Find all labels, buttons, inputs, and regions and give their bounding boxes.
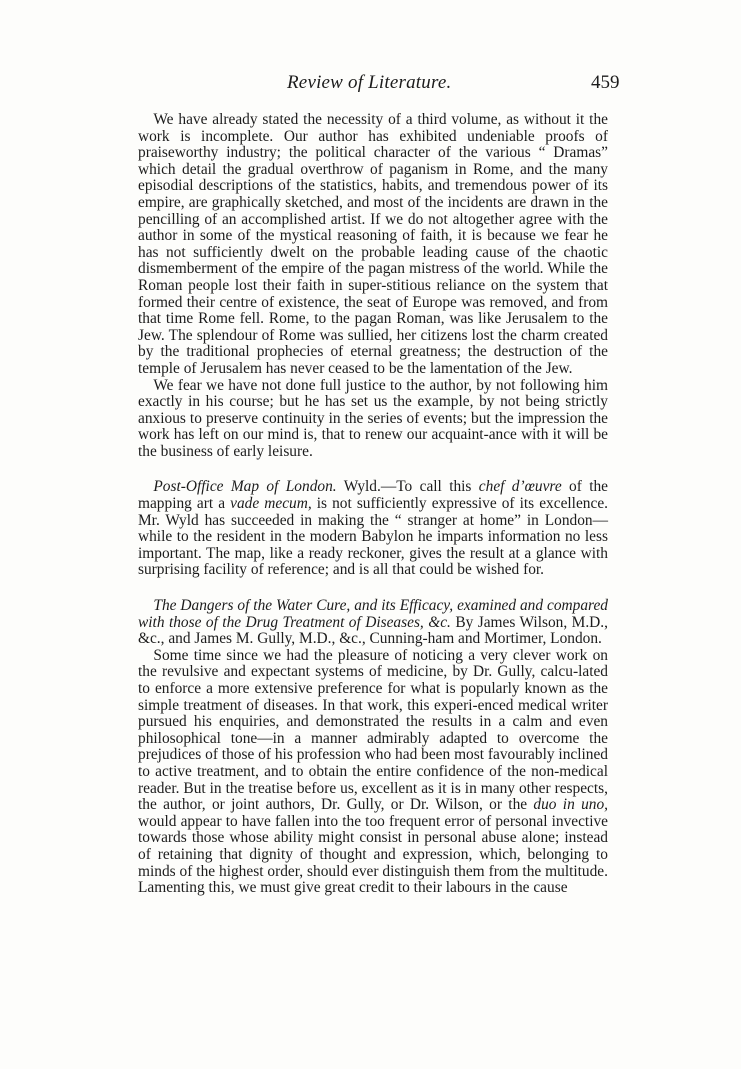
review-entry-map <box>138 479 608 579</box>
entry-text: of the mapping art a <box>138 478 609 513</box>
review-paragraph: We fear we have not done full justice to the author, by not following him exactly in his course; but he has set us the example, by not being strictly anxious to preserve continuity in the series of events; but the impression the work has left on our mind is, that to renew our acquaint-ance with it will be the business of early leisure. <box>138 376 608 460</box>
paragraph-text: would appear to have fallen into the too frequent error of personal invective towards those whose ability might consist in personal abuse alone; instead of retaining that dignity of thought and expression, which, belonging to minds of the highest order, should ever distinguish them from the multitude. Lamenting this, we must give great credit to their labours in the cause <box>138 812 608 897</box>
section-spacer <box>138 460 608 479</box>
entry-title: Post-Office Map of London. <box>153 478 337 496</box>
entry-italic: chef d’œuvre <box>478 478 562 496</box>
review-paragraph: We have already stated the necessity of a third volume, as without it the work is incomplete. Our author has exhibited undeniable proofs of praiseworthy industry; the political character of the various “ Dramas” which detail the gradual overthrow of paganism in Rome, and the many episodial descriptions of the statistics, habits, and tremendous power of its empire, are graphically sketched, and most of the incidents are drawn in the pencilling of an accomplished artist. If we do not altogether agree with the author in some of the mystical reasoning of faith, it is because we fear he has not sufficiently dwelt on the probable leading cause of the chaotic dismemberment of the empire of the pagan mistress of the world. While the Roman people lost their faith in super-stitious reliance on the system that formed their centre of existence, the seat of Europe was removed, and from that time Rome fell. Rome, to the pagan Roman, was like Jerusalem to the Jew. The splendour of Rome was sullied, her citizens lost the charm created by the traditional prophecies of eternal greatness; the destruction of the temple of Jerusalem has never ceased to be the lamentation of the Jew. <box>138 111 608 377</box>
section-spacer <box>138 579 608 598</box>
entry-italic: duo in uno, <box>533 796 608 814</box>
entry-text: Wyld.—To call this <box>336 478 479 496</box>
review-paragraph <box>138 648 608 897</box>
page-header <box>0 72 741 102</box>
entry-citation: By James Wilson, M.D., &c., and James M. Gully, M.D., &c., Cunning-ham and Mortimer, London. <box>138 613 608 648</box>
entry-text: is not sufficiently expressive of its excellence. Mr. Wyld has succeeded in making the “ stranger at home” in London—while to the resident in the modern Babylon he imparts information no less important. The map, like a ready reckoner, gives the result at a glance with surprising facility of reference; and is all that could be wished for. <box>138 495 608 579</box>
page-body <box>138 112 608 897</box>
paragraph-text: Some time since we had the pleasure of noticing a very clever work on the revulsive and expectant systems of medicine, by Dr. Gully, calcu-lated to enforce a more extensive preference for what is popularly known as the simple treatment of diseases. In that work, this experi-enced medical writer pursued his enquiries, and demonstrated the results in a calm and even philosophical tone—in a manner admirably adapted to overcome the prejudices of those of his profession who had been most favourably inclined to active treatment, and to obtain the entire confidence of the non-medical reader. But in the treatise before us, excellent as it is in many other respects, the author, or joint authors, Dr. Gully, or Dr. Wilson, or the <box>138 646 608 814</box>
review-entry-water-cure <box>138 598 608 648</box>
running-title: Review of Literature. <box>287 72 452 93</box>
page-number: 459 <box>591 72 620 93</box>
entry-title: The Dangers of the Water Cure, and its Efficacy, examined and compared with those of the Drug Treatment of Diseases, &c. <box>138 597 608 631</box>
entry-italic: vade mecum, <box>230 495 312 513</box>
